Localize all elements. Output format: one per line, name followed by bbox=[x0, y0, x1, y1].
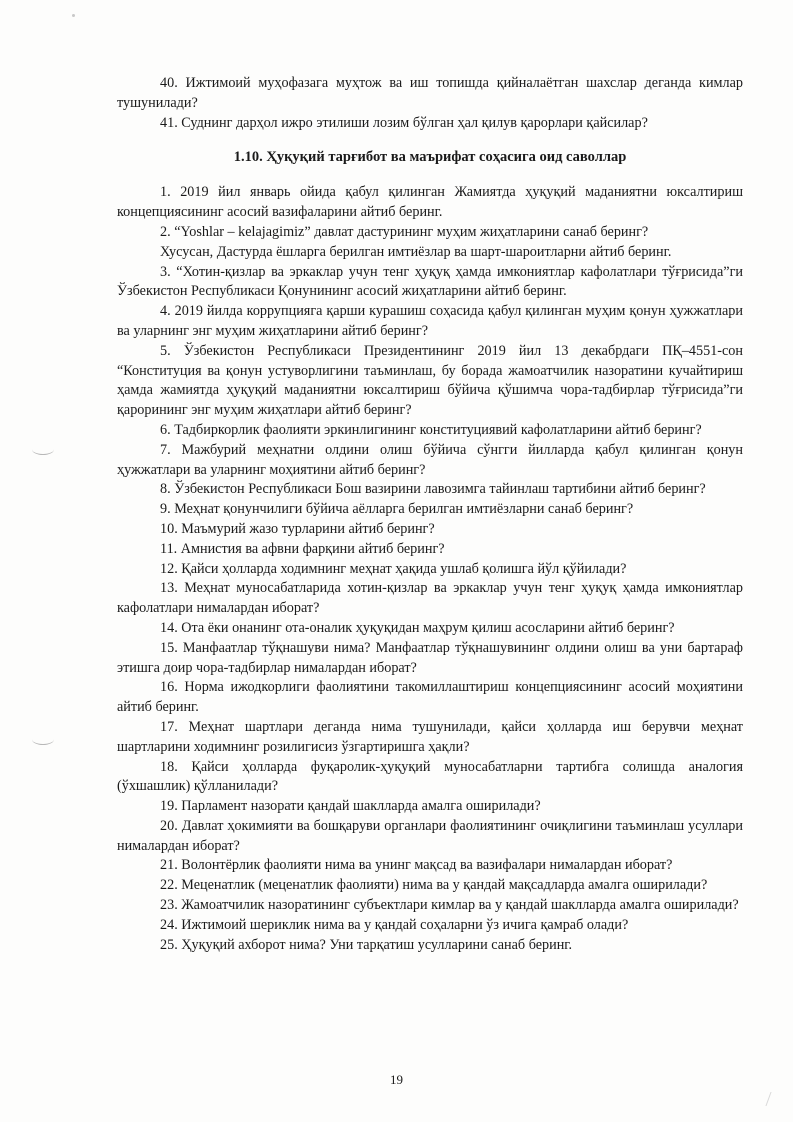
question-item: 17. Меҳнат шартлари деганда нима тушунилади, қайси ҳолларда иш берувчи меҳнат шартларини ходимнинг розилигисиз ўзгартиришга ҳақли? bbox=[117, 718, 743, 755]
question-item: 10. Маъмурий жазо турларини айтиб беринг? bbox=[160, 520, 435, 537]
question-item: 8. Ўзбекистон Республикаси Бош вазирини лавозимга тайинлаш тартибини айтиб беринг? bbox=[160, 481, 706, 498]
scan-corner-mark bbox=[765, 1092, 779, 1106]
section-title: 1.10. Ҳуқуқий тарғибот ва маърифат соҳасига оид саволлар bbox=[233, 149, 627, 166]
question-item: 14. Ота ёки онанинг ота-оналик ҳуқуқидан маҳрум қилиш асосларини айтиб беринг? bbox=[160, 619, 675, 636]
question-item: 12. Қайси ҳолларда ходимнинг меҳнат ҳақида ушлаб қолишга йўл қўйилади? bbox=[160, 560, 627, 577]
question-item: 2. “Yoshlar – kelajagimiz” давлат дастурининг муҳим жиҳатларини санаб беринг? bbox=[160, 223, 649, 240]
question-item: 4. 2019 йилда коррупцияга қарши курашиш соҳасида қабул қилинган муҳим қонун ҳужжатлари ва уларнинг энг муҳим жиҳатларини айтиб беринг? bbox=[117, 303, 743, 339]
question-item: 20. Давлат ҳокимияти ва бошқаруви органлари фаолиятининг очиқлигини таъминлаш усуллари нималардан иборат? bbox=[117, 817, 743, 854]
punch-hole-mark bbox=[32, 444, 54, 455]
question-item: 40. Ижтимоий муҳофазага муҳтож ва иш топишда қийналаётган шахслар деганда кимлар тушунилади? bbox=[117, 75, 743, 111]
questions-list bbox=[117, 183, 743, 955]
question-item: 25. Ҳуқуқий ахборот нима? Уни тарқатиш усулларини санаб беринг. bbox=[160, 936, 573, 953]
question-item: 9. Меҳнат қонунчилиги бўйича аёлларга берилган имтиёзларни санаб беринг? bbox=[160, 501, 634, 518]
question-item: 19. Парламент назорати қандай шаклларда амалга оширилади? bbox=[160, 798, 541, 815]
page-content bbox=[117, 74, 743, 955]
question-item: 1. 2019 йил январь ойида қабул қилинган Жамиятда ҳуқуқий маданиятни юксалтириш концепциясининг асосий вазифаларини айтиб беринг. bbox=[117, 184, 743, 221]
question-item: 11. Амнистия ва афвни фарқини айтиб беринг? bbox=[160, 540, 445, 557]
page-number: 19 bbox=[390, 1072, 403, 1087]
scan-dust-mark bbox=[72, 14, 75, 17]
question-item: 6. Тадбиркорлик фаолияти эркинлигининг конституциявий кафолатларини айтиб беринг? bbox=[160, 421, 702, 438]
question-item: 15. Манфаатлар тўқнашуви нима? Манфаатлар тўқнашувининг олдини олиш ва уни бартараф этишга доир чора-тадбирлар нималардан иборат? bbox=[117, 639, 743, 676]
question-item: 7. Мажбурий меҳнатни олдини олиш бўйича сўнгги йилларда қабул қилинган қонун ҳужжатлари ва уларнинг моҳиятини айтиб беринг? bbox=[117, 441, 743, 478]
question-item: Хусусан, Дастурда ёшларга берилган имтиёзлар ва шарт-шароитларни айтиб беринг. bbox=[160, 243, 672, 260]
question-item: 5. Ўзбекистон Республикаси Президентининг 2019 йил 13 декабрдаги ПҚ–4551-сон “Конституция ва қонун устуворлигини таъминлаш, бу борада жамоатчилик назоратини кучайтириш ҳамда жамиятда ҳуқуқий маданиятни юксалтириш бўйича қўшимча чора-тадбирлар тўғрисида”ги қарорининг энг муҳим жиҳатлари айтиб беринг? bbox=[117, 342, 743, 419]
question-item: 24. Ижтимоий шериклик нима ва у қандай соҳаларни ўз ичига қамраб олади? bbox=[160, 916, 629, 933]
questions-before-list bbox=[117, 74, 743, 133]
question-item: 23. Жамоатчилик назоратининг субъектлари кимлар ва у қандай шаклларда амалга оширилади? bbox=[160, 897, 739, 914]
question-item: 16. Норма ижодкорлиги фаолиятини такомиллаштириш концепциясининг асосий моҳиятини айтиб беринг. bbox=[117, 679, 743, 716]
question-item: 21. Волонтёрлик фаолияти нима ва унинг мақсад ва вазифалари нималардан иборат? bbox=[160, 857, 673, 874]
question-item: 18. Қайси ҳолларда фуқаролик-ҳуқуқий муносабатларни тартибга солишда аналогия (ўхшашлик) қўлланилади? bbox=[117, 758, 743, 795]
question-item: 22. Меценатлик (меценатлик фаолияти) нима ва у қандай мақсадларда амалга оширилади? bbox=[160, 877, 708, 894]
question-item: 41. Суднинг дарҳол ижро этилиши лозим бўлган ҳал қилув қарорлари қайсилар? bbox=[160, 114, 648, 131]
question-item: 3. “Хотин-қизлар ва эркаклар учун тенг ҳуқуқ ҳамда имкониятлар кафолатлари тўғрисида”ги Ўзбекистон Республикаси Қонунининг асосий жиҳатларини айтиб беринг. bbox=[117, 263, 743, 300]
punch-hole-mark bbox=[32, 734, 54, 745]
question-item: 13. Меҳнат муносабатларида хотин-қизлар ва эркаклар учун тенг ҳуқуқ ҳамда имкониятлар кафолатлари нималардан иборат? bbox=[117, 580, 743, 617]
